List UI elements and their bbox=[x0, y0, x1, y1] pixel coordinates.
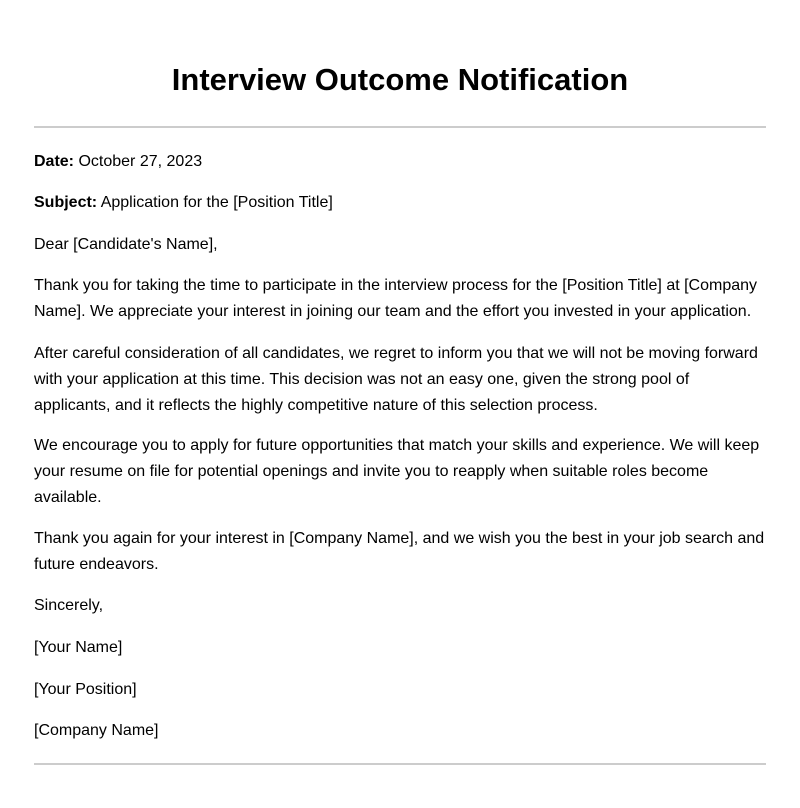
date-value: October 27, 2023 bbox=[78, 153, 203, 170]
date-label: Date: bbox=[34, 153, 75, 170]
paragraph-decision: After careful consideration of all candidates, we regret to inform you that we will not be moving forward with your application at this time. This decision was not an easy one, given the strong pool of applicants, and it reflects the highly competitive nature of this selection process. bbox=[34, 345, 758, 414]
signature-company: [Company Name] bbox=[34, 722, 159, 739]
subject-label: Subject: bbox=[34, 194, 98, 211]
page-title: Interview Outcome Notification bbox=[171, 62, 629, 97]
date-line bbox=[34, 149, 769, 175]
top-divider bbox=[34, 126, 766, 128]
signature-position: [Your Position] bbox=[34, 681, 137, 698]
closing: Sincerely, bbox=[34, 597, 104, 614]
paragraph-future-opportunities: We encourage you to apply for future opportunities that match your skills and experience. We will keep your resume on file for potential openings and invite you to reapply when suitable roles become available. bbox=[34, 437, 760, 506]
subject-value: Application for the [Position Title] bbox=[100, 194, 333, 211]
paragraph-best-wishes: Thank you again for your interest in [Company Name], and we wish you the best in your job search and future endeavors. bbox=[34, 530, 765, 573]
paragraph-thank-you: Thank you for taking the time to participate in the interview process for the [Position Title] at [Company Name]. We appreciate your interest in joining our team and the effort you invested in your application. bbox=[34, 277, 758, 320]
subject-line bbox=[34, 190, 769, 216]
salutation: Dear [Candidate's Name], bbox=[34, 236, 218, 253]
signature-name: [Your Name] bbox=[34, 639, 123, 656]
bottom-divider bbox=[34, 763, 766, 765]
